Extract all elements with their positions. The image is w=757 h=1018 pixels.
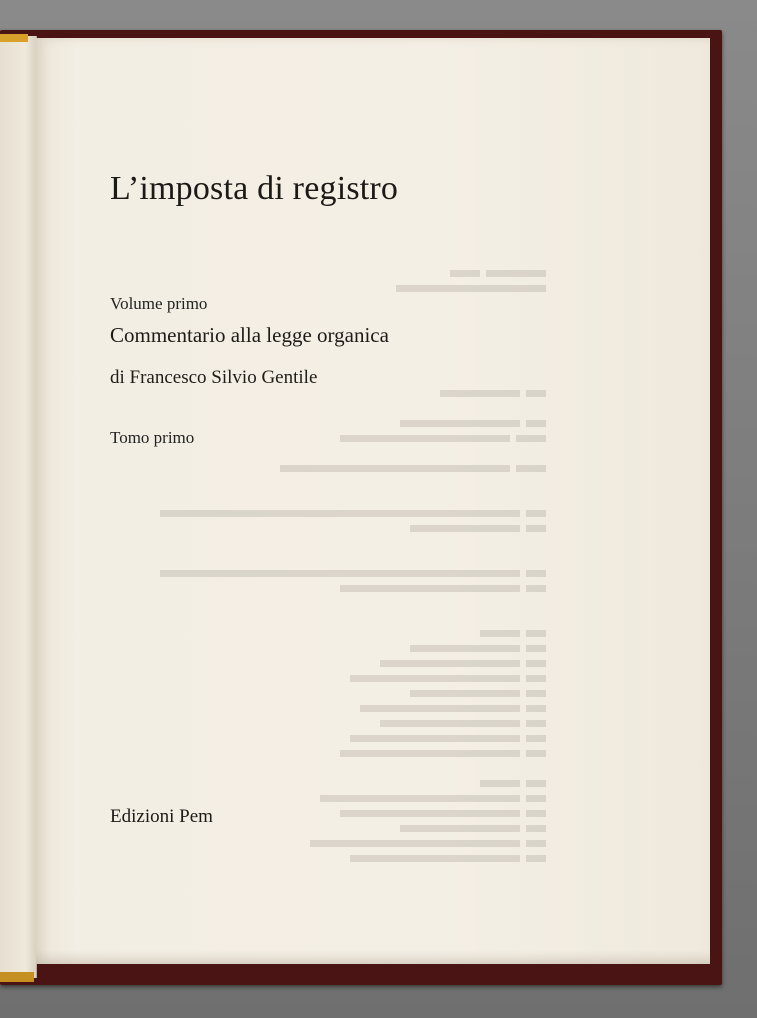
book-title: L’imposta di registro bbox=[110, 170, 399, 207]
gilt-edge-bottom bbox=[0, 972, 34, 982]
author-line: di Francesco Silvio Gentile bbox=[110, 367, 318, 388]
volume-label: Volume primo bbox=[110, 294, 208, 313]
publisher-name: Edizioni Pem bbox=[110, 806, 213, 827]
book-subtitle: Commentario alla legge organica bbox=[110, 323, 389, 347]
page-shadow bbox=[36, 950, 710, 964]
title-page bbox=[36, 38, 710, 964]
bleed-through-text bbox=[106, 266, 546, 866]
gilt-edge-top bbox=[0, 34, 28, 42]
previous-page-edge bbox=[0, 36, 37, 978]
tome-label: Tomo primo bbox=[110, 428, 195, 447]
